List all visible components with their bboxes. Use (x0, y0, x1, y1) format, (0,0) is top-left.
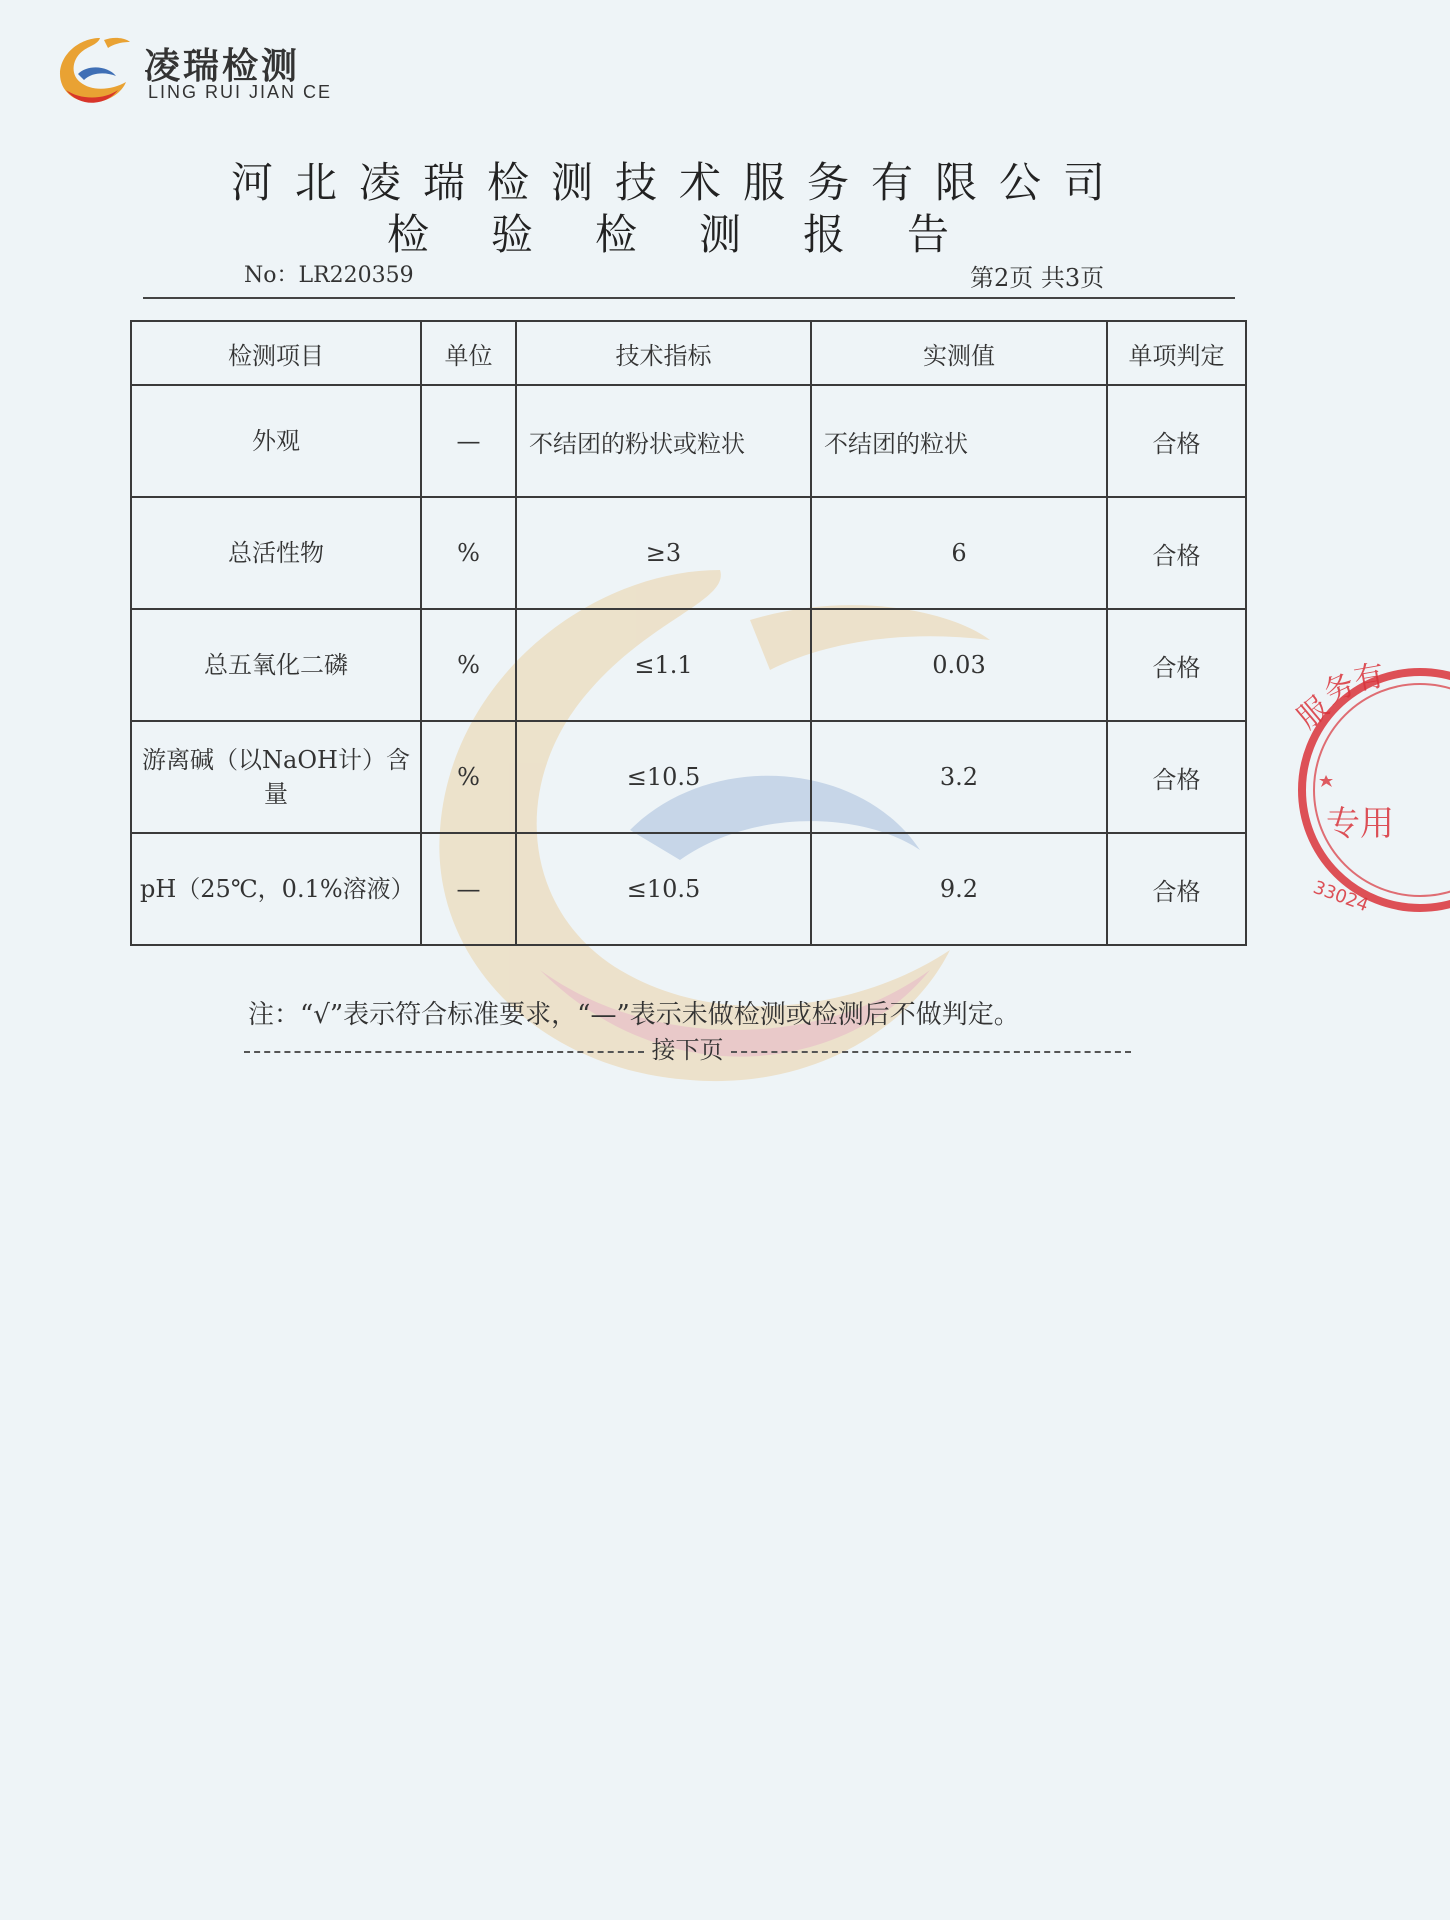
cell-measured: 不结团的粒状 (811, 385, 1107, 497)
table-row (131, 833, 1246, 945)
header-verdict: 单项判定 (1107, 321, 1246, 385)
cell-unit: — (421, 833, 516, 945)
page-indicator: 第2页 共3页 (970, 264, 1105, 292)
cell-item: 总五氧化二磷 (131, 609, 421, 721)
cell-spec: ≤10.5 (516, 721, 811, 833)
cell-verdict: 合格 (1107, 721, 1246, 833)
cell-item: 外观 (131, 385, 421, 497)
cell-measured: 9.2 (811, 833, 1107, 945)
report-title: 检验检测报告 (386, 210, 1011, 259)
cell-spec: ≤1.1 (516, 609, 811, 721)
cell-spec: 不结团的粉状或粒状 (516, 385, 811, 497)
report-number: No：LR220359 (244, 263, 414, 288)
table-row (131, 721, 1246, 833)
company-logo (52, 30, 352, 110)
cell-spec: ≥3 (516, 497, 811, 609)
svg-text:务: 务 (1318, 666, 1361, 712)
dashed-rule (731, 1051, 1131, 1053)
cell-verdict: 合格 (1107, 497, 1246, 609)
results-table (130, 320, 1247, 946)
logo-mark-icon (52, 30, 132, 110)
table-row (131, 385, 1246, 497)
cell-unit: % (421, 609, 516, 721)
svg-text:服: 服 (1290, 690, 1337, 737)
table-row (131, 609, 1246, 721)
cell-item: 游离碱（以NaOH计）含量 (131, 721, 421, 833)
header-unit: 单位 (421, 321, 516, 385)
cell-measured: 3.2 (811, 721, 1107, 833)
svg-text:有: 有 (1351, 658, 1387, 698)
header-measured: 实测值 (811, 321, 1107, 385)
logo-name-en: LING RUI JIAN CE (148, 82, 333, 102)
svg-text:专用: 专用 (1326, 804, 1394, 844)
cell-spec: ≤10.5 (516, 833, 811, 945)
cell-verdict: 合格 (1107, 385, 1246, 497)
continue-label: 接下页 (651, 1036, 724, 1064)
header-item: 检测项目 (131, 321, 421, 385)
official-seal-stamp (1290, 660, 1450, 920)
header-spec: 技术指标 (516, 321, 811, 385)
logo-name-cn: 凌瑞检测 (144, 46, 301, 87)
cell-unit: — (421, 385, 516, 497)
dashed-rule (244, 1051, 644, 1053)
footnote: 注：“√”表示符合标准要求，“—”表示未做检测或检测后不做判定。 (248, 1000, 1020, 1030)
cell-verdict: 合格 (1107, 833, 1246, 945)
continue-line (240, 1030, 1135, 1065)
cell-verdict: 合格 (1107, 609, 1246, 721)
svg-text:33024: 33024 (1310, 876, 1372, 917)
cell-item: pH（25℃，0.1%溶液） (131, 833, 421, 945)
cell-item: 总活性物 (131, 497, 421, 609)
cell-unit: % (421, 721, 516, 833)
company-title: 河北凌瑞检测技术服务有限公司 (230, 158, 1127, 207)
cell-unit: % (421, 497, 516, 609)
table-row (131, 497, 1246, 609)
table-header-row (131, 321, 1246, 385)
cell-measured: 6 (811, 497, 1107, 609)
cell-measured: 0.03 (811, 609, 1107, 721)
header-divider (143, 297, 1235, 299)
